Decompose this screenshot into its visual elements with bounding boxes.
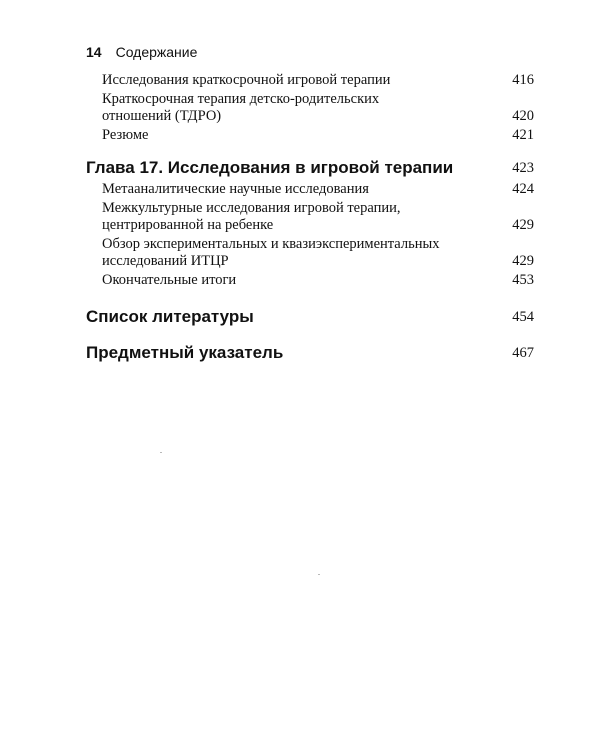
- toc-entry: [86, 236, 534, 270]
- toc-entry: [86, 181, 534, 198]
- toc-entry-title: Межкультурные исследования игровой терапии, центрированной на ребенке: [102, 200, 401, 233]
- toc-entry-page: 416: [512, 72, 534, 88]
- toc-entry-page: 429: [512, 253, 534, 269]
- index-title: Предметный указатель: [86, 343, 284, 362]
- references-title: Список литературы: [86, 307, 254, 326]
- toc-entry-title: Резюме: [102, 127, 149, 143]
- toc-index: [86, 343, 534, 363]
- toc-references: [86, 307, 534, 327]
- toc-entry-title: Метааналитические научные исследования: [102, 181, 369, 197]
- toc-entry: [86, 200, 534, 234]
- toc-entry-page: 420: [512, 108, 534, 124]
- toc-entry-page: 421: [512, 127, 534, 143]
- toc-entry-page: 424: [512, 181, 534, 197]
- scan-speck: [160, 452, 162, 453]
- toc-entry: [86, 91, 534, 125]
- references-page: 454: [512, 309, 534, 325]
- toc-entry-title: Обзор экспериментальных и квазиэкспериментальных исследований ИТЦР: [102, 236, 440, 269]
- running-head-section: Содержание: [115, 44, 198, 60]
- toc-entry: [86, 272, 534, 289]
- running-head: [86, 44, 197, 60]
- toc-chapter-heading: [86, 158, 534, 178]
- toc-entry: [86, 127, 534, 144]
- toc-entry-page: 453: [512, 272, 534, 288]
- chapter-title: Глава 17. Исследования в игровой терапии: [86, 158, 454, 177]
- toc-entry-page: 429: [512, 217, 534, 233]
- scan-speck: [318, 574, 320, 575]
- toc-entry-title: Краткосрочная терапия детско-родительских отношений (ТДРО): [102, 91, 380, 124]
- page-number: 14: [86, 44, 102, 60]
- chapter-page: 423: [512, 160, 534, 176]
- toc-entry-title: Исследования краткосрочной игровой терапии: [102, 72, 391, 88]
- toc-entry-title: Окончательные итоги: [102, 272, 237, 288]
- index-page: 467: [512, 345, 534, 361]
- toc-entry: [86, 72, 534, 89]
- table-of-contents: [86, 72, 534, 363]
